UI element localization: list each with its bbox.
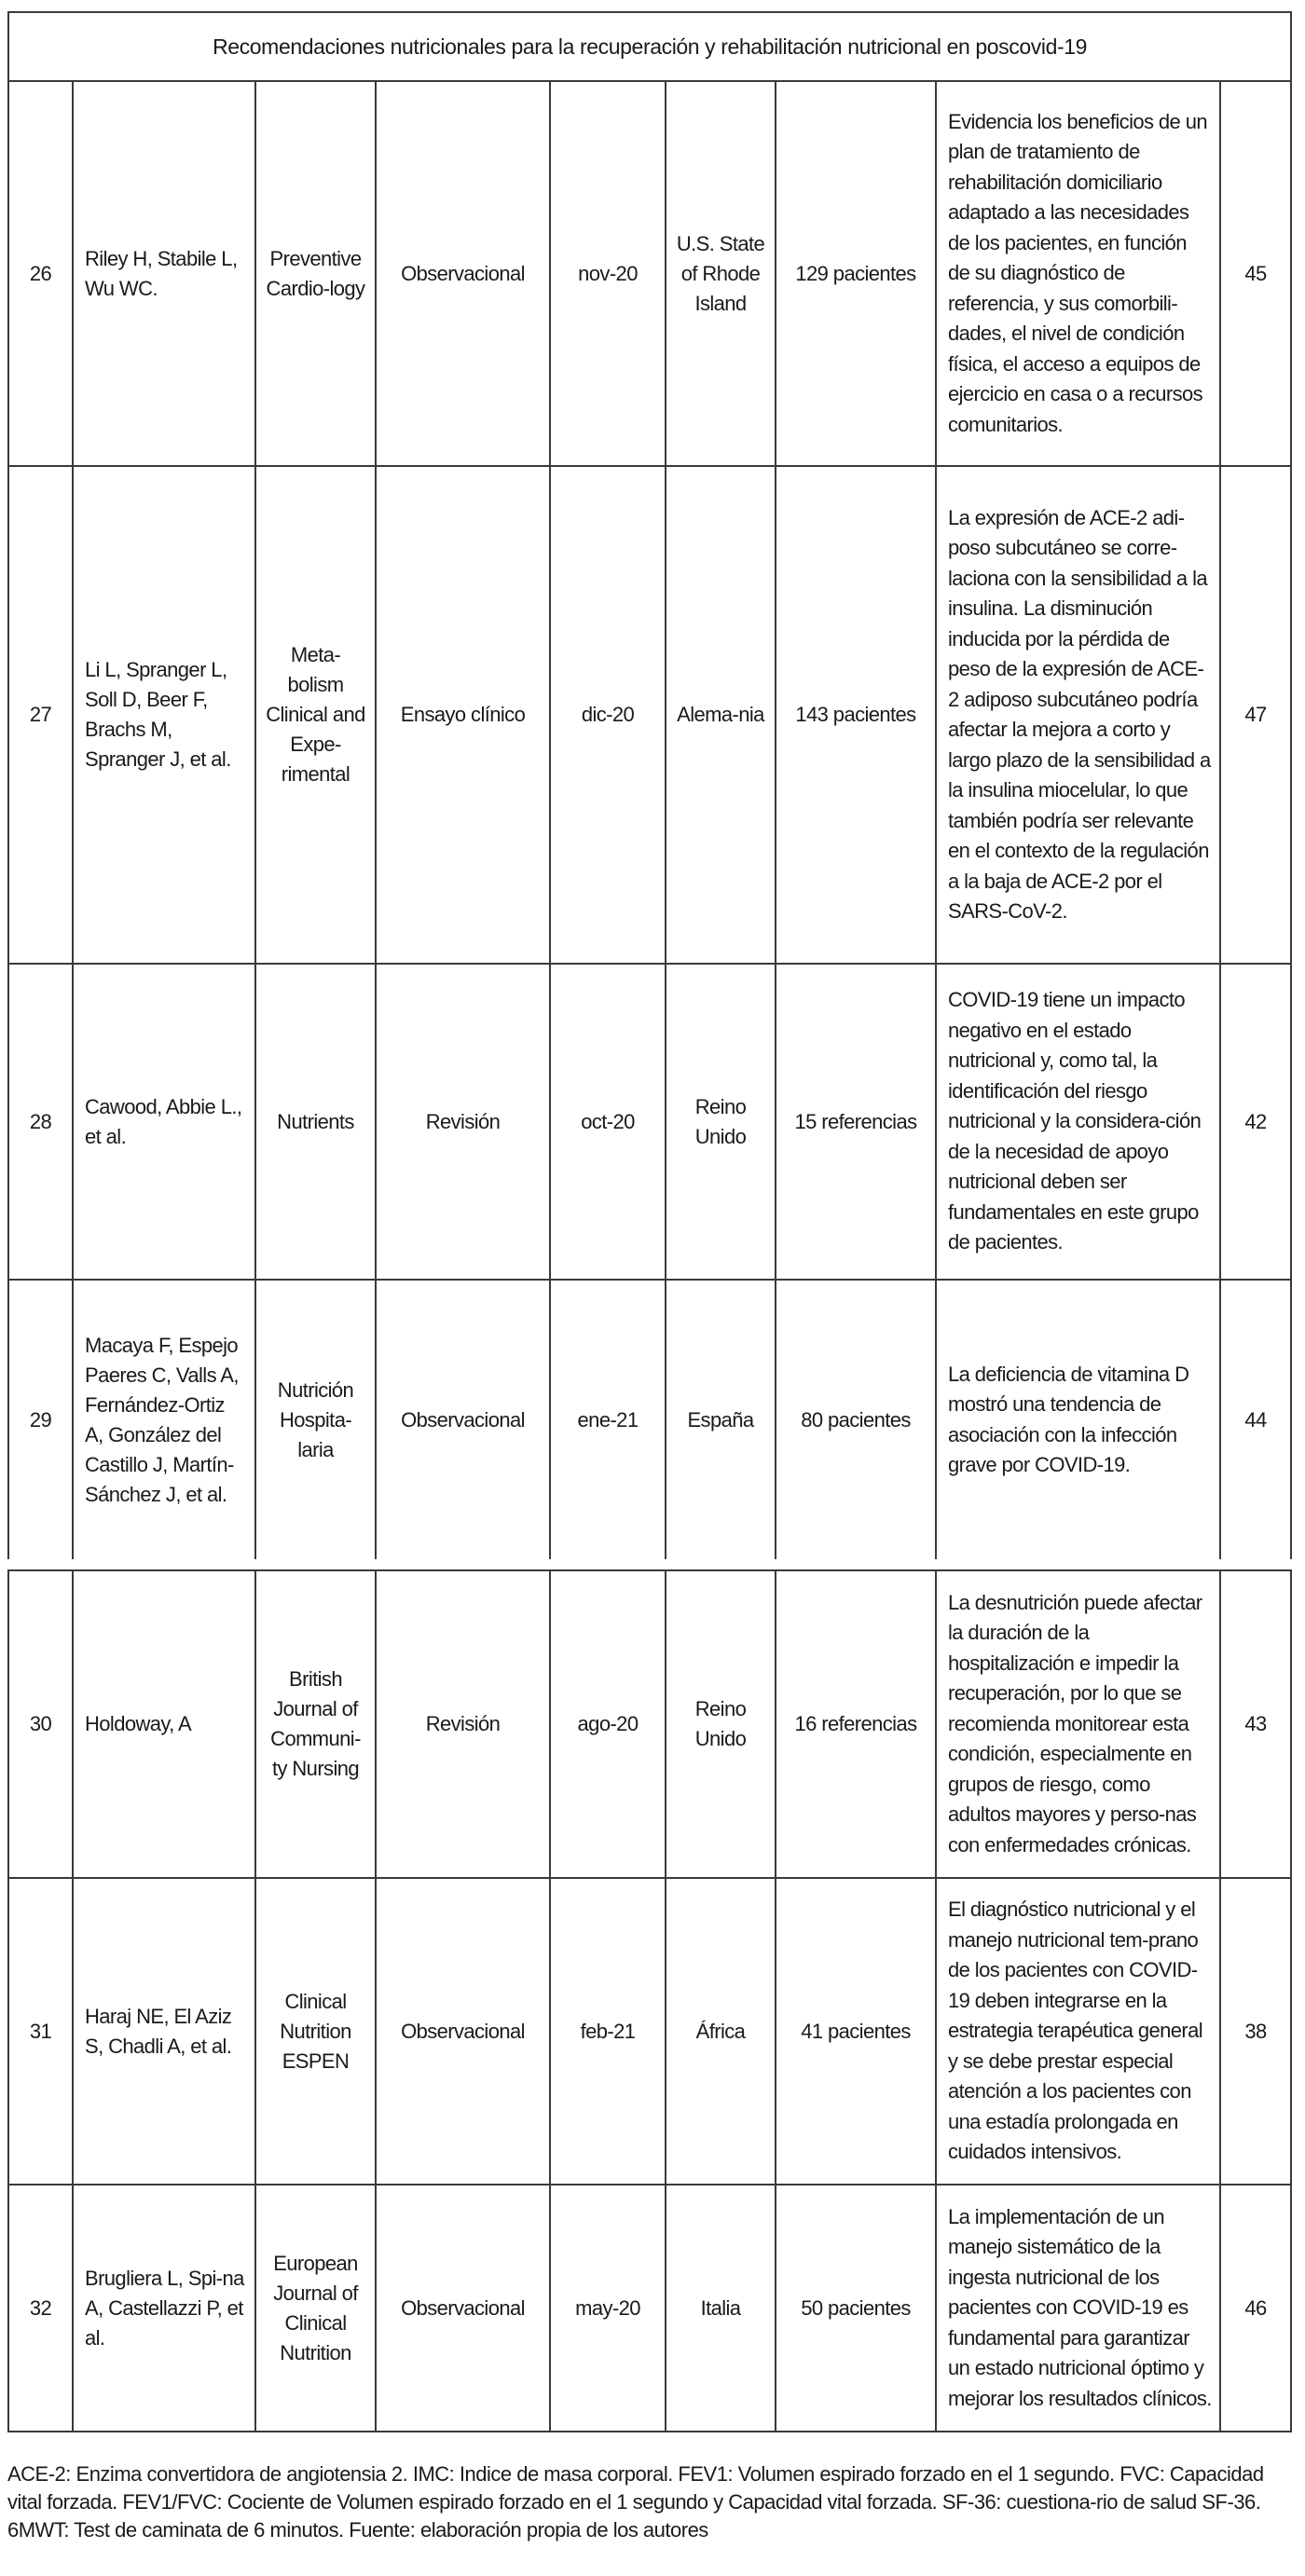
reference-cell: 42 xyxy=(1220,964,1291,1280)
design-cell: Observacional xyxy=(376,1878,550,2185)
row-number: 29 xyxy=(8,1280,73,1559)
journal-cell: British Journal of Communi-ty Nursing xyxy=(255,1570,376,1878)
date-cell: ene-21 xyxy=(550,1280,666,1559)
findings-cell: COVID-19 tiene un impacto negativo en el estado nutricional y, como tal, la identificación del riesgo nutricional y la considera-ción de la necesidad de apoyo nutricional deben ser fundamentales en este grupo de pacientes. xyxy=(936,964,1220,1280)
design-cell: Observacional xyxy=(376,1280,550,1559)
findings-cell: La deficiencia de vitamina D mostró una tendencia de asociación con la infección grave por COVID-19. xyxy=(936,1280,1220,1559)
row-number: 28 xyxy=(8,964,73,1280)
table-title-row xyxy=(8,12,1291,81)
findings-cell: La expresión de ACE-2 adi-poso subcutáneo se corre-laciona con la sensibilidad a la insulina. La disminución inducida por la pérdida de peso de la expresión de ACE-2 adiposo subcutáneo podría afectar la mejora a corto y largo plazo de la sensibilidad a la insulina miocelular, lo que también podría ser relevante en el contexto de la regulación a la baja de ACE-2 por el SARS-CoV-2. xyxy=(936,466,1220,964)
reference-cell: 46 xyxy=(1220,2185,1291,2432)
country-cell: Reino Unido xyxy=(666,1570,776,1878)
design-cell: Ensayo clínico xyxy=(376,466,550,964)
reference-cell: 43 xyxy=(1220,1570,1291,1878)
authors-cell: Riley H, Stabile L, Wu WC. xyxy=(73,81,255,466)
authors-cell: Brugliera L, Spi-na A, Castellazzi P, et al. xyxy=(73,2185,255,2432)
journal-cell: Nutrición Hospita-laria xyxy=(255,1280,376,1559)
table-row xyxy=(8,1570,1291,1878)
country-cell: Italia xyxy=(666,2185,776,2432)
sample-cell: 15 referencias xyxy=(776,964,936,1280)
authors-cell: Li L, Spranger L, Soll D, Beer F, Brachs M, Spranger J, et al. xyxy=(73,466,255,964)
country-cell: U.S. State of Rhode Island xyxy=(666,81,776,466)
date-cell: dic-20 xyxy=(550,466,666,964)
country-cell: África xyxy=(666,1878,776,2185)
reference-cell: 47 xyxy=(1220,466,1291,964)
findings-cell: El diagnóstico nutricional y el manejo nutricional tem-prano de los pacientes con COVID-19 deben integrarse en la estrategia terapéutica general y se debe prestar especial atención a los pacientes con una estadía prolongada en cuidados intensivos. xyxy=(936,1878,1220,2185)
table-row xyxy=(8,466,1291,964)
date-cell: nov-20 xyxy=(550,81,666,466)
design-cell: Observacional xyxy=(376,81,550,466)
sample-cell: 41 pacientes xyxy=(776,1878,936,2185)
sample-cell: 129 pacientes xyxy=(776,81,936,466)
country-cell: Alema-nia xyxy=(666,466,776,964)
findings-cell: La desnutrición puede afectar la duración de la hospitalización e impedir la recuperación, por lo que se recomienda monitorear esta condición, especialmente en grupos de riesgo, como adultos mayores y perso-nas con enfermedades crónicas. xyxy=(936,1570,1220,1878)
sample-cell: 80 pacientes xyxy=(776,1280,936,1559)
findings-cell: Evidencia los beneficios de un plan de tratamiento de rehabilitación domiciliario adaptado a las necesidades de los pacientes, en función de su diagnóstico de referencia, y sus comorbili-dades, el nivel de condición física, el acceso a equipos de ejercicio en casa o a recursos comunitarios. xyxy=(936,81,1220,466)
journal-cell: European Journal of Clinical Nutrition xyxy=(255,2185,376,2432)
authors-cell: Macaya F, Espejo Paeres C, Valls A, Fernández-Ortiz A, González del Castillo J, Martín-Sánchez J, et al. xyxy=(73,1280,255,1559)
row-number: 26 xyxy=(8,81,73,466)
recommendations-table-part-2 xyxy=(7,1569,1292,2432)
table-row xyxy=(8,1878,1291,2185)
sample-cell: 16 referencias xyxy=(776,1570,936,1878)
journal-cell: Clinical Nutrition ESPEN xyxy=(255,1878,376,2185)
table-row xyxy=(8,81,1291,466)
table-row xyxy=(8,1280,1291,1559)
sample-cell: 143 pacientes xyxy=(776,466,936,964)
row-number: 27 xyxy=(8,466,73,964)
row-number: 31 xyxy=(8,1878,73,2185)
date-cell: may-20 xyxy=(550,2185,666,2432)
date-cell: feb-21 xyxy=(550,1878,666,2185)
journal-cell: Nutrients xyxy=(255,964,376,1280)
journal-cell: Preventive Cardio-logy xyxy=(255,81,376,466)
reference-cell: 45 xyxy=(1220,81,1291,466)
journal-cell: Meta-bolism Clinical and Expe-rimental xyxy=(255,466,376,964)
date-cell: oct-20 xyxy=(550,964,666,1280)
design-cell: Revisión xyxy=(376,1570,550,1878)
authors-cell: Cawood, Abbie L., et al. xyxy=(73,964,255,1280)
row-number: 32 xyxy=(8,2185,73,2432)
authors-cell: Holdoway, A xyxy=(73,1570,255,1878)
country-cell: España xyxy=(666,1280,776,1559)
table-row xyxy=(8,964,1291,1280)
sample-cell: 50 pacientes xyxy=(776,2185,936,2432)
design-cell: Revisión xyxy=(376,964,550,1280)
design-cell: Observacional xyxy=(376,2185,550,2432)
table-title: Recomendaciones nutricionales para la recuperación y rehabilitación nutricional en poscovid-19 xyxy=(8,12,1291,81)
findings-cell: La implementación de un manejo sistemático de la ingesta nutricional de los pacientes con COVID-19 es fundamental para garantizar un estado nutricional óptimo y mejorar los resultados clínicos. xyxy=(936,2185,1220,2432)
country-cell: Reino Unido xyxy=(666,964,776,1280)
table-footnote: ACE-2: Enzima convertidora de angiotensia 2. IMC: Indice de masa corporal. FEV1: Volumen espirado forzado en el 1 segundo. FVC: Capacidad vital forzada. FEV1/FVC: Cociente de Volumen espirado forzado en el 1 segundo y Capacidad vital forzada. SF-36: cuestiona-rio de salud SF-36. 6MWT: Test de caminata de 6 minutos. Fuente: elaboración propia de los autores xyxy=(7,2462,1264,2542)
reference-cell: 38 xyxy=(1220,1878,1291,2185)
authors-cell: Haraj NE, El Aziz S, Chadli A, et al. xyxy=(73,1878,255,2185)
table-row xyxy=(8,2185,1291,2432)
date-cell: ago-20 xyxy=(550,1570,666,1878)
row-number: 30 xyxy=(8,1570,73,1878)
reference-cell: 44 xyxy=(1220,1280,1291,1559)
recommendations-table-part-1 xyxy=(7,11,1292,1559)
